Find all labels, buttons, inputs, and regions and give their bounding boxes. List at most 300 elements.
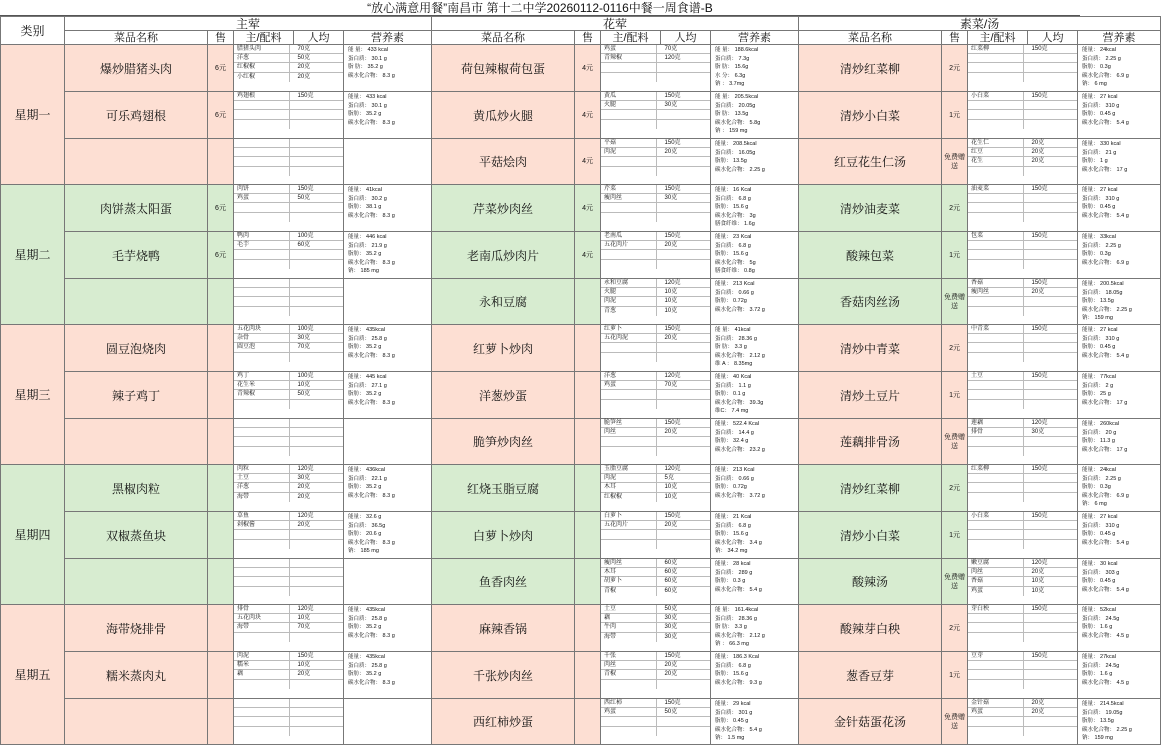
ingredient-amount [656, 63, 711, 71]
ingredient-list [968, 605, 1078, 652]
ingredient-name: 青葱 [604, 307, 617, 314]
ingredient-name: 红椒椒 [237, 64, 256, 71]
ingredient-name: 青辣椒 [237, 391, 256, 398]
price [575, 372, 601, 419]
ingredient-line [968, 493, 1077, 502]
ingredient-line [601, 493, 710, 502]
nutrition-info [711, 185, 799, 232]
ingredient-line [601, 110, 710, 119]
ingredient-list [234, 92, 344, 139]
ingredient-amount [289, 203, 344, 211]
ingredient-line [234, 157, 343, 166]
ingredient-line [234, 652, 343, 661]
page-title: “放心满意用餐”南昌市 第十二中学20260112-0116中餐一周食谱-B [0, 0, 1080, 16]
nutrition-line: 脂肪： 35.2 g [348, 344, 382, 351]
ingredient-amount [1023, 353, 1078, 362]
ingredient-name [234, 213, 289, 222]
dish-name: 糯米蒸肉丸 [65, 652, 208, 699]
ingredient-amount: 20克 [656, 241, 711, 249]
ingredient-line [968, 474, 1077, 483]
ingredient-amount: 150克 [1023, 652, 1078, 660]
ingredient-name: 青辣椒 [604, 55, 623, 62]
nutrition-line: 蛋白质： 21 g [1082, 149, 1117, 156]
ingredient-amount [289, 279, 344, 287]
price [575, 279, 601, 325]
ingredient-line [968, 353, 1077, 362]
dish-name: 双椒蒸鱼块 [65, 512, 208, 559]
ingredient-line [234, 343, 343, 352]
ingredient-name [968, 521, 1023, 529]
ingredient-amount: 10克 [1023, 577, 1078, 585]
menu-table [0, 16, 1161, 745]
ingredient-line [968, 54, 1077, 63]
dish-name: 鱼香肉丝 [432, 559, 575, 605]
ingredient-name [234, 307, 289, 316]
nutrition-line: 蛋白质： 21.9 g [348, 242, 387, 249]
ingredient-name [234, 708, 289, 716]
ingredient-line [968, 343, 1077, 352]
ingredient-line [968, 717, 1077, 726]
ingredient-line [968, 577, 1077, 586]
ingredient-name [968, 250, 1023, 258]
ingredient-line [968, 680, 1077, 689]
ingredient-amount: 150克 [656, 699, 711, 707]
price [208, 372, 234, 419]
ingredient-line [968, 167, 1077, 176]
ingredient-name [234, 419, 289, 427]
ingredient-amount [656, 437, 711, 445]
ingredient-line [601, 633, 710, 642]
ingredient-amount: 120克 [1023, 419, 1078, 427]
price: 2元 [942, 605, 968, 652]
ingredient-amount [1023, 110, 1078, 118]
nutrition-line: 钠： 6 mg [1082, 81, 1107, 88]
ingredient-line [968, 73, 1077, 82]
ingredient-name: 肉泥 [604, 149, 617, 156]
ingredient-amount [1023, 400, 1078, 409]
nutrition-line: 蛋白质： 2.25 g [1082, 55, 1121, 62]
ingredient-amount [1023, 101, 1078, 109]
nutrition-info [711, 92, 799, 139]
ingredient-line [234, 428, 343, 437]
nutrition-line: 蛋白质： 6.8 g [715, 662, 751, 669]
ingredient-amount: 150克 [656, 512, 711, 520]
ingredient-amount: 150克 [1023, 325, 1078, 333]
ingredient-amount [289, 577, 344, 585]
ingredient-name: 草鱼 [237, 513, 250, 519]
ingredient-line [968, 232, 1077, 241]
ingredient-line [601, 203, 710, 212]
nutrition-info [1078, 652, 1161, 699]
ingredient-amount: 10克 [289, 614, 344, 622]
price [208, 605, 234, 652]
ingredient-line [601, 260, 710, 269]
nutrition-line: 碳水化合物： 4.5 g [1082, 632, 1129, 639]
menu-row [1, 372, 1161, 419]
nutrition-info [1078, 699, 1161, 745]
ingredient-name [234, 587, 289, 596]
price-header: 售 [208, 31, 234, 45]
ingredient-amount [1023, 540, 1078, 549]
ingredient-amount [1023, 73, 1078, 82]
price [208, 139, 234, 185]
ingredient-header: 主/配料 [968, 31, 1028, 45]
ingredient-list [601, 605, 711, 652]
ingredient-amount: 150克 [289, 652, 344, 660]
ingredient-amount [1023, 297, 1078, 305]
ingredient-line [968, 661, 1077, 670]
ingredient-amount: 120克 [656, 372, 711, 380]
nutrition-line: 蛋白质： 20 g [1082, 429, 1117, 436]
ingredient-name: 红菜柳 [971, 466, 990, 472]
ingredient-name: 花生米 [237, 382, 256, 389]
ingredient-name: 木耳 [604, 484, 617, 491]
nutrition-info [711, 465, 799, 512]
nutrition-line: 能量： 27 kcal [1082, 94, 1118, 100]
nutrition-line: 碳水化合物： 5.4 g [715, 726, 762, 733]
menu-row [1, 325, 1161, 372]
price [575, 605, 601, 652]
ingredient-amount: 120克 [656, 465, 711, 473]
ingredient-name [968, 447, 1023, 456]
nutrition-line: 蛋白质： 301 g [715, 709, 753, 716]
ingredient-line [234, 307, 343, 316]
ingredient-list [968, 325, 1078, 372]
nutrition-line: 脂肪： 0.72g [715, 298, 747, 305]
ingredient-amount: 100克 [289, 372, 344, 380]
ingredient-amount: 150克 [656, 185, 711, 193]
ingredient-amount [1023, 670, 1078, 678]
ingredient-name: 小白菜 [971, 93, 990, 99]
nutrition-line: 能量： 435kcal [348, 327, 385, 333]
ingredient-line [968, 288, 1077, 297]
ingredient-amount: 20克 [656, 148, 711, 156]
nutrition-line: 脂肪： 0.45 g [1082, 344, 1116, 351]
ingredient-name: 西红柿 [604, 700, 623, 706]
ingredient-amount [289, 167, 344, 176]
ingredient-name: 莲藕 [971, 420, 984, 426]
ingredient-line [601, 652, 710, 661]
ingredient-name: 永和豆腐 [604, 280, 629, 286]
ingredient-name [234, 530, 289, 538]
nutrition-info [344, 605, 432, 652]
nutrition-line: 脂肪： 25 g [1082, 391, 1111, 398]
ingredient-amount: 150克 [1023, 372, 1078, 380]
nutrition-info [344, 232, 432, 279]
ingredient-name [968, 167, 1023, 176]
ingredient-line [601, 521, 710, 530]
nutrition-line: 脂肪： 0.1 g [715, 391, 746, 398]
ingredient-line [234, 260, 343, 269]
ingredient-amount [289, 139, 344, 147]
day-label: 星期四 [1, 465, 65, 605]
ingredient-amount: 20克 [289, 493, 344, 502]
ingredient-list [234, 419, 344, 465]
ingredient-name [234, 577, 289, 585]
ingredient-name: 海带 [237, 624, 250, 631]
menu-row [1, 419, 1161, 465]
ingredient-amount [289, 307, 344, 316]
ingredient-line [234, 297, 343, 306]
nutrition-info [344, 279, 432, 325]
dish-name: 麻辣香锅 [432, 605, 575, 652]
ingredient-list [601, 559, 711, 605]
nutrition-line: 碳水化合物： 3.4 g [715, 539, 762, 546]
nutrition-line: 能量： 28 kcal [715, 561, 751, 567]
nutrition-info [344, 512, 432, 559]
ingredient-line [968, 419, 1077, 428]
ingredient-line [601, 587, 710, 596]
nutrition-line: 蛋白质： 25.8 g [348, 335, 387, 342]
ingredient-line [601, 63, 710, 72]
ingredient-list [234, 325, 344, 372]
ingredient-amount: 10克 [656, 483, 711, 491]
ingredient-amount: 20克 [656, 521, 711, 529]
ingredient-amount [656, 680, 711, 689]
ingredient-amount [1023, 120, 1078, 129]
ingredient-amount: 150克 [289, 92, 344, 100]
ingredient-name: 洋葱 [237, 484, 250, 491]
ingredient-name: 土豆 [971, 373, 984, 379]
price: 6元 [208, 232, 234, 279]
ingredient-amount [289, 559, 344, 567]
ingredient-name [234, 101, 289, 109]
dish-name: 清炒小白菜 [799, 92, 942, 139]
nutrition-line: 能量： 21 Kcal [715, 514, 752, 520]
nutrition-line: 蛋白质： 16.05g [715, 149, 756, 156]
ingredient-line [234, 63, 343, 72]
ingredient-amount [1023, 437, 1078, 445]
ingredient-name [234, 203, 289, 211]
nutrition-line: 能量： 30 kcal [1082, 561, 1118, 567]
price [208, 279, 234, 325]
ingredient-line [234, 447, 343, 456]
ingredient-name: 鸡蛋 [604, 709, 617, 716]
ingredient-line [968, 400, 1077, 409]
nutrition-line: 蛋白质： 18.05g [1082, 289, 1123, 296]
ingredient-line [601, 288, 710, 297]
ingredient-list [968, 512, 1078, 559]
nutrition-line: 能量： 40 Kcal [715, 374, 752, 380]
ingredient-list [234, 605, 344, 652]
ingredient-line [234, 717, 343, 726]
ingredient-line [601, 568, 710, 577]
ingredient-line [234, 92, 343, 101]
nutrition-info [1078, 185, 1161, 232]
ingredient-amount [656, 120, 711, 129]
nutrition-line: 碳水化合物： 8.3 g [348, 119, 395, 126]
ingredient-name: 包菜 [971, 233, 984, 239]
dish-name: 酸辣包菜 [799, 232, 942, 279]
ingredient-line [968, 699, 1077, 708]
nutrition-line: 碳水化合物： 8.3 g [348, 539, 395, 546]
nutrition-line: 能量： 41kcal [348, 187, 382, 193]
ingredient-line [234, 372, 343, 381]
ingredient-amount: 30克 [289, 474, 344, 482]
ingredient-name [601, 213, 656, 222]
nutrition-line: 碳水化合物： 2.12 g [715, 632, 765, 639]
ingredient-name: 黄瓜 [604, 93, 617, 99]
nutrition-line: 能量： 213 Kcal [715, 467, 755, 473]
ingredient-line [234, 465, 343, 474]
nutrition-info [711, 325, 799, 372]
ingredient-line [234, 483, 343, 492]
ingredient-amount: 60克 [656, 587, 711, 596]
ingredient-line [968, 307, 1077, 316]
ingredient-line [601, 92, 710, 101]
ingredient-name: 火腿 [604, 289, 617, 296]
ingredient-list [601, 325, 711, 372]
nutrition-line: 钠 ： 3.7mg [715, 81, 745, 88]
nutrition-line: 钠： 34.2 mg [715, 548, 748, 555]
ingredient-name [601, 353, 656, 362]
ingredient-line [968, 92, 1077, 101]
ingredient-line [601, 325, 710, 334]
nutrition-info [1078, 465, 1161, 512]
ingredient-line [601, 512, 710, 521]
nutrition-line: 能量： 16 Kcal [715, 187, 752, 193]
nutrition-line: 碳水化合物： 5g [715, 259, 756, 266]
ingredient-line [968, 63, 1077, 72]
nutrition-line: 脂肪： 13.5g [1082, 718, 1114, 725]
ingredient-line [601, 241, 710, 250]
ingredient-line [234, 661, 343, 670]
ingredient-line [601, 680, 710, 689]
ingredient-name: 洋葱 [604, 373, 617, 379]
nutrition-line: 蛋白质： 27.1 g [348, 382, 387, 389]
ingredient-line [234, 512, 343, 521]
ingredient-line [234, 353, 343, 362]
nutrition-line: 脂肪： 1 g [1082, 158, 1108, 165]
ingredient-amount [1023, 493, 1078, 502]
ingredient-name [601, 717, 656, 725]
dish-name-header: 菜品名称 [432, 31, 575, 45]
menu-row [1, 185, 1161, 232]
ingredient-amount [289, 437, 344, 445]
ingredient-name: 五花肉块 [237, 615, 262, 622]
ingredient-name: 平菇 [604, 140, 617, 146]
ingredient-amount: 120克 [289, 605, 344, 613]
ingredient-line [601, 279, 710, 288]
ingredient-line [601, 167, 710, 176]
nutrition-line: 碳水化合物： 2.25 g [1082, 726, 1132, 733]
ingredient-line [601, 437, 710, 446]
ingredient-name [968, 727, 1023, 736]
ingredient-name [601, 157, 656, 165]
nutrition-line: 碳水化合物： 4.5 g [1082, 679, 1129, 686]
nutrition-info [1078, 605, 1161, 652]
ingredient-amount [1023, 334, 1078, 342]
ingredient-list [601, 419, 711, 465]
dish-name: 金针菇蛋花汤 [799, 699, 942, 745]
ingredient-name [968, 474, 1023, 482]
ingredient-amount [656, 447, 711, 456]
nutrition-info [711, 279, 799, 325]
ingredient-line [234, 232, 343, 241]
ingredient-name [968, 54, 1023, 62]
ingredient-amount [656, 717, 711, 725]
price: 4元 [575, 45, 601, 92]
ingredient-line [601, 717, 710, 726]
ingredient-amount [1023, 680, 1078, 689]
nutrition-line: 脂肪： 13.5g [715, 158, 747, 165]
ingredient-line [234, 250, 343, 259]
ingredient-line [601, 54, 710, 63]
ingredient-amount [656, 260, 711, 269]
nutrition-line: 能量： 27 kcal [1082, 327, 1118, 333]
ingredient-name [968, 530, 1023, 538]
ingredient-list [234, 559, 344, 605]
ingredient-amount [656, 390, 711, 398]
group-header-main: 主荤 [65, 17, 432, 31]
ingredient-line [234, 708, 343, 717]
price: 4元 [575, 139, 601, 185]
nutrition-line: 钠 ： 66.3 mg [715, 641, 749, 648]
ingredient-line [601, 447, 710, 456]
dish-name: 清炒红菜柳 [799, 465, 942, 512]
ingredient-line [234, 148, 343, 157]
ingredient-name [968, 307, 1023, 316]
menu-row [1, 92, 1161, 139]
ingredient-name: 玉脂豆腐 [604, 466, 629, 472]
dish-name: 黄瓜炒火腿 [432, 92, 575, 139]
ingredient-line [234, 568, 343, 577]
ingredient-amount: 20克 [289, 670, 344, 678]
nutrition-line: 碳水化合物： 17 g [1082, 166, 1128, 173]
ingredient-name [234, 120, 289, 129]
ingredient-name [601, 167, 656, 176]
ingredient-line [234, 623, 343, 632]
ingredient-name [601, 73, 656, 82]
price: 1元 [942, 232, 968, 279]
ingredient-name: 排骨 [237, 606, 250, 612]
nutrition-line: 蛋白质： 24.5g [1082, 662, 1120, 669]
ingredient-line [601, 381, 710, 390]
ingredient-line [968, 203, 1077, 212]
nutrition-line: 碳水化合物： 17 g [1082, 399, 1128, 406]
nutrition-line: 脂 肪： 13.5g [715, 111, 749, 118]
ingredient-name [234, 447, 289, 456]
ingredient-name [601, 260, 656, 269]
ingredient-amount [1023, 623, 1078, 631]
ingredient-list [234, 139, 344, 185]
ingredient-amount: 70克 [656, 45, 711, 53]
nutrition-line: 脂肪： 0.3g [1082, 64, 1111, 71]
ingredient-amount: 120克 [289, 512, 344, 520]
ingredient-name: 杂骨 [237, 335, 250, 342]
price [575, 652, 601, 699]
nutrition-line: 脂肪： 15.6 g [715, 204, 749, 211]
nutrition-line: 能量： 27 kcal [1082, 187, 1118, 193]
ingredient-amount: 150克 [1023, 232, 1078, 240]
ingredient-list [234, 279, 344, 325]
ingredient-name: 花生仁 [971, 140, 990, 146]
ingredient-name [234, 428, 289, 436]
nutrition-info [711, 232, 799, 279]
ingredient-amount [656, 530, 711, 538]
ingredient-line [601, 120, 710, 129]
nutrition-line: 蛋白质： 30.1 g [348, 102, 387, 109]
nutrition-line: 脂肪： 35.2 g [348, 624, 382, 631]
ingredient-name [234, 540, 289, 549]
nutrition-line: 碳水化合物： 5.4 g [1082, 352, 1129, 359]
ingredient-line [968, 708, 1077, 717]
ingredient-name [968, 101, 1023, 109]
ingredient-amount [289, 428, 344, 436]
ingredient-line [601, 45, 710, 54]
ingredient-line [601, 73, 710, 82]
nutrition-line: 能量： 214.5kcal [1082, 701, 1124, 707]
